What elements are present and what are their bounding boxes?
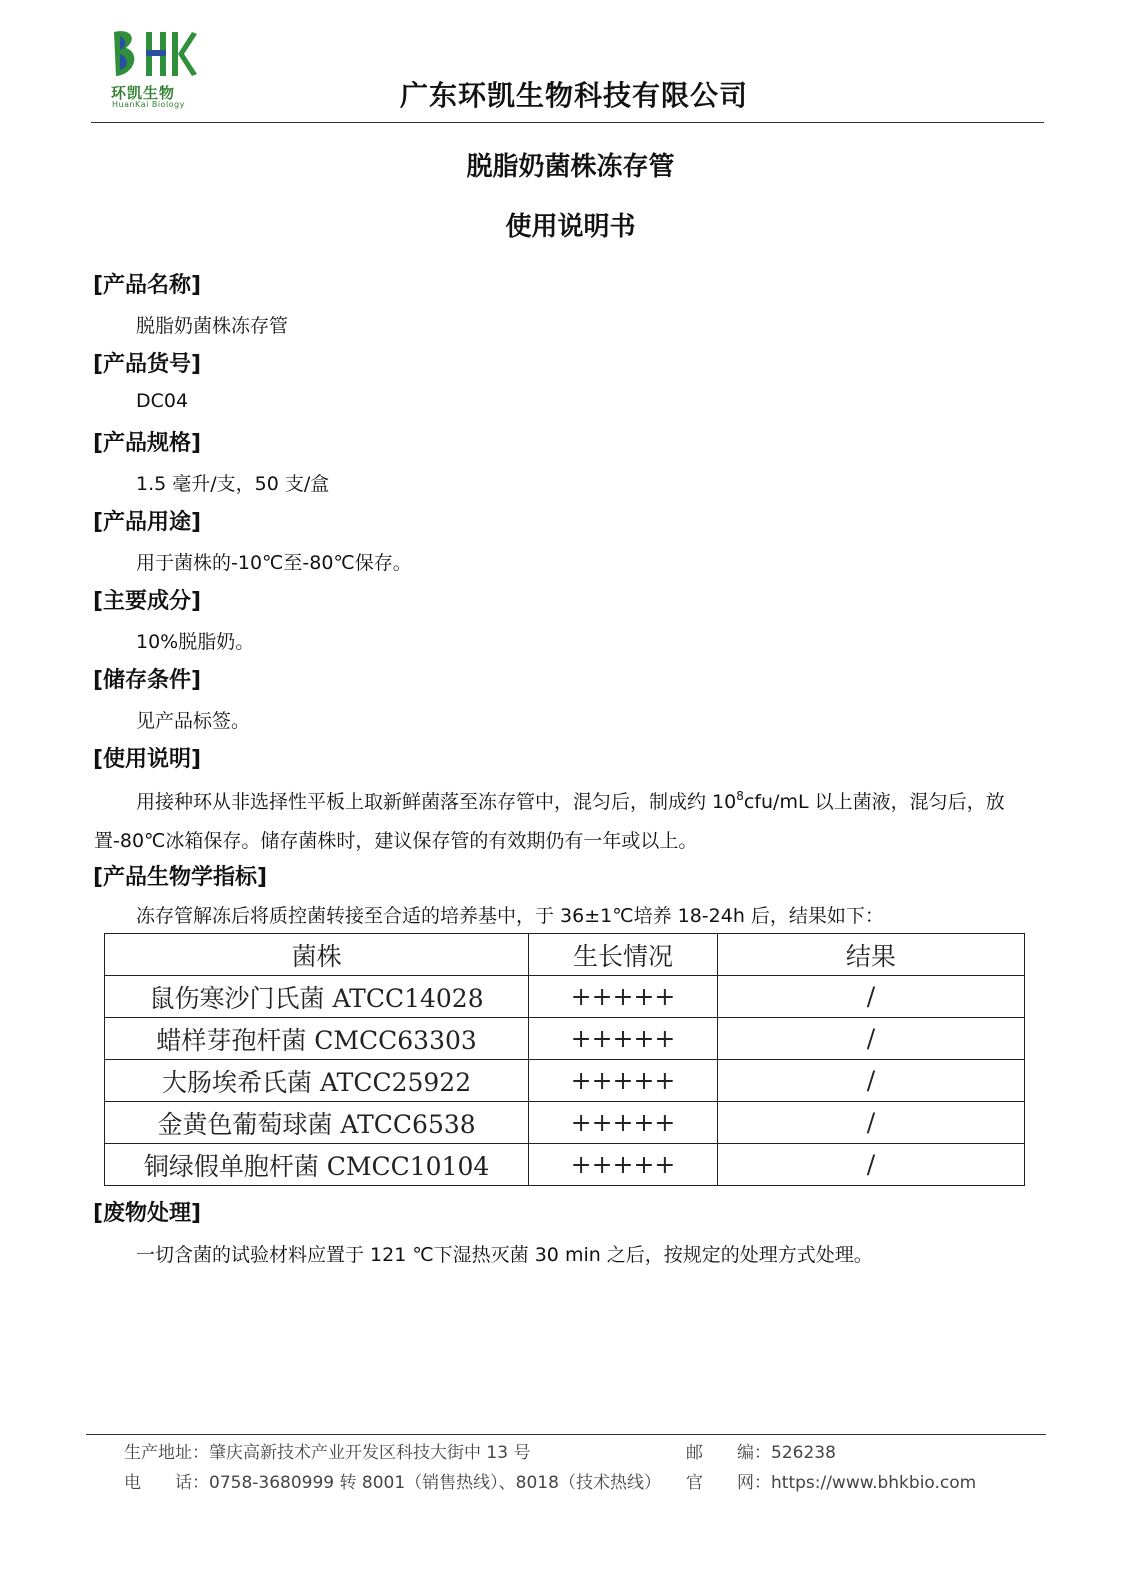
table-row: [105, 1060, 1025, 1102]
result-cell: /: [717, 1102, 1024, 1144]
phone-value: 0758-3680999 转 8001（销售热线）、8018（技术热线）: [209, 1473, 661, 1493]
footer-postcode: [686, 1438, 836, 1463]
address-label: 生产地址：: [124, 1443, 209, 1463]
document-subtitle: 使用说明书: [505, 212, 636, 242]
footer-address: [124, 1438, 530, 1463]
growth-cell: +++++: [529, 1018, 718, 1060]
logo-english-text: HuanKai Biology: [112, 100, 185, 109]
phone-label: 电 话：: [124, 1473, 209, 1493]
logo-chinese-text: 环凯生物: [111, 84, 176, 102]
strain-cell: 铜绿假单胞杆菌 CMCC10104: [105, 1144, 529, 1186]
growth-cell: +++++: [529, 976, 718, 1018]
composition-value: 10%脱脂奶。: [136, 631, 255, 653]
table-row: [105, 1102, 1025, 1144]
growth-cell: +++++: [529, 1102, 718, 1144]
product-code-value: DC04: [136, 390, 189, 412]
header-growth: 生长情况: [529, 934, 718, 976]
website-value[interactable]: https://www.bhkbio.com: [771, 1473, 977, 1493]
footer-website: [686, 1468, 976, 1493]
product-name-heading: [产品名称]: [93, 273, 202, 298]
document-title: 脱脂奶菌株冻存管: [466, 152, 675, 182]
postcode-value: 526238: [771, 1443, 836, 1463]
result-cell: /: [717, 976, 1024, 1018]
address-value: 肇庆高新技术产业开发区科技大街中 13 号: [209, 1443, 531, 1463]
result-cell: /: [717, 1060, 1024, 1102]
product-code-heading: [产品货号]: [93, 352, 202, 377]
table-row: [105, 1018, 1025, 1060]
waste-value: 一切含菌的试验材料应置于 121 ℃下湿热灭菌 30 min 之后，按规定的处理方式处理。: [136, 1244, 873, 1266]
growth-cell: +++++: [529, 1060, 718, 1102]
header-divider: [91, 122, 1044, 123]
strain-cell: 鼠伤寒沙门氏菌 ATCC14028: [105, 976, 529, 1018]
product-spec-value: 1.5 毫升/支，50 支/盒: [136, 473, 330, 495]
header-strain: 菌株: [105, 934, 529, 976]
strain-cell: 蜡样芽孢杆菌 CMCC63303: [105, 1018, 529, 1060]
instructions-paragraph: [94, 777, 1044, 861]
strain-cell: 金黄色葡萄球菌 ATCC6538: [105, 1102, 529, 1144]
result-cell: /: [717, 1018, 1024, 1060]
instructions-text-a: 用接种环从非选择性平板上取新鲜菌落至冻存管中，混匀后，制成约 10: [136, 791, 737, 813]
growth-cell: +++++: [529, 1144, 718, 1186]
product-use-value: 用于菌株的-10℃至-80℃保存。: [136, 552, 412, 574]
instructions-exponent: 8: [736, 789, 744, 803]
bio-indicator-intro: 冻存管解冻后将质控菌转接至合适的培养基中，于 36±1℃培养 18-24h 后，结果如下：: [136, 905, 884, 927]
postcode-label: 邮 编：: [686, 1443, 771, 1463]
storage-heading: [储存条件]: [93, 668, 202, 693]
strain-results-table: [104, 933, 1025, 1186]
product-spec-heading: [产品规格]: [93, 431, 202, 456]
header-result: 结果: [717, 934, 1024, 976]
storage-value: 见产品标签。: [136, 710, 251, 732]
footer-divider: [86, 1434, 1046, 1435]
result-cell: /: [717, 1144, 1024, 1186]
website-label: 官 网：: [686, 1473, 771, 1493]
composition-heading: [主要成分]: [93, 589, 202, 614]
waste-heading: [废物处理]: [93, 1201, 202, 1226]
product-use-heading: [产品用途]: [93, 510, 202, 535]
footer-phone: [124, 1468, 661, 1493]
table-row: [105, 976, 1025, 1018]
strain-cell: 大肠埃希氏菌 ATCC25922: [105, 1060, 529, 1102]
table-row: [105, 1144, 1025, 1186]
table-header-row: [105, 934, 1025, 976]
bio-indicator-heading: [产品生物学指标]: [93, 865, 268, 890]
product-name-value: 脱脂奶菌株冻存管: [136, 315, 289, 337]
company-name: 广东环凯生物科技有限公司: [400, 79, 749, 112]
instructions-text-b: cfu/mL 以上菌液，混匀后，放置-80℃冰箱保存。储存菌株时，建议保存管的有效期仍有一年或以上。: [94, 791, 1005, 852]
instructions-heading: [使用说明]: [93, 747, 202, 772]
